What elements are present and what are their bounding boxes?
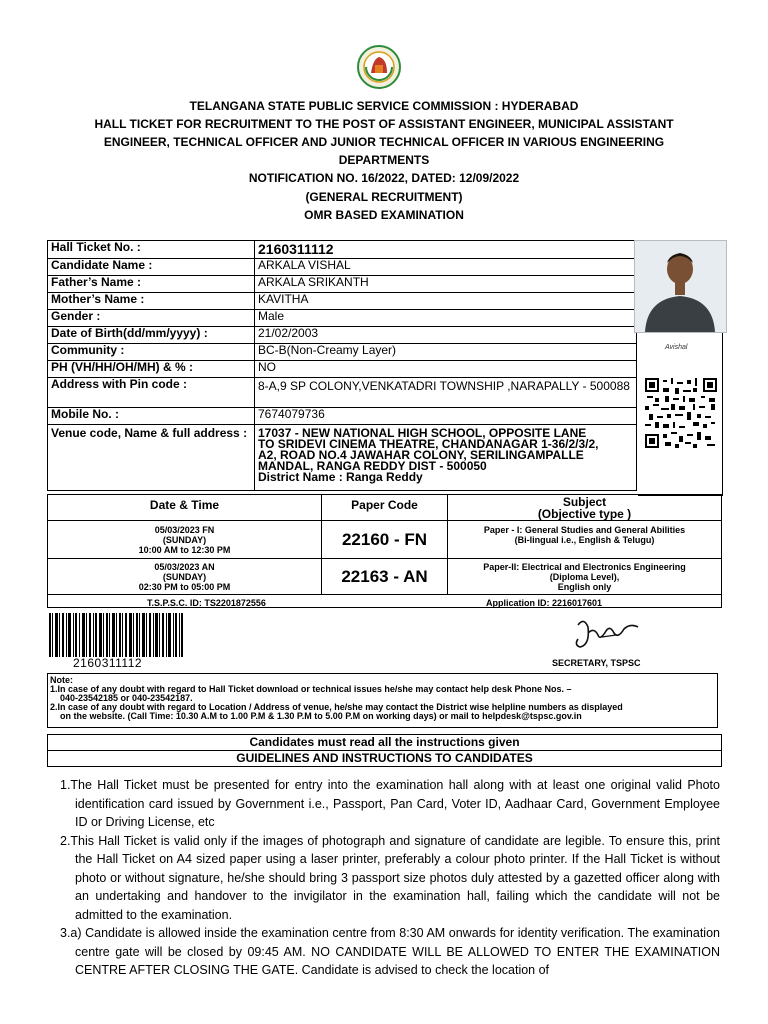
dob-value: 21/02/2003 xyxy=(255,327,637,344)
district-name: District Name : Ranga Reddy xyxy=(258,470,423,484)
subject-header-line: Subject xyxy=(562,494,607,509)
guideline-item: 1.The Hall Ticket must be presented for entry into the examination hall along with at least one original valid Photo identification card issued by Government i.e., Passport, Pan Card, Voter ID, Aadhaar Card, Government Employee ID or Driving License, etc xyxy=(60,778,720,829)
exam-type: OMR BASED EXAMINATION xyxy=(304,208,464,222)
community-value: BC-B(Non-Creamy Layer) xyxy=(255,344,637,361)
recruitment-type: (GENERAL RECRUITMENT) xyxy=(305,190,463,204)
subject-header-line: (Objective type ) xyxy=(537,506,632,521)
note-title: Note: xyxy=(50,675,73,685)
exam-date: 05/03/2023 FN xyxy=(154,524,215,535)
mobile-label: Mobile No. : xyxy=(48,408,255,425)
venue-address xyxy=(255,425,637,491)
hall-ticket-title-2: ENGINEER, TECHNICAL OFFICER AND JUNIOR TECHNICAL OFFICER IN VARIOUS ENGINEERING xyxy=(103,135,665,149)
tspsc-id: T.S.P.S.C. ID: TS2201872556 xyxy=(147,598,266,608)
dob-label: Date of Birth(dd/mm/yyyy) : xyxy=(48,327,255,344)
exam-day: (SUNDAY) xyxy=(162,534,207,545)
note-line: 040-23542185 or 040-23542187. xyxy=(60,693,193,703)
exam-schedule-table xyxy=(47,494,722,608)
tspsc-logo xyxy=(357,45,401,89)
note-box xyxy=(47,673,718,728)
secretary-signature xyxy=(572,615,642,651)
candidate-info-table xyxy=(47,240,637,491)
address-value: 8-A,9 SP COLONY,VENKATADRI TOWNSHIP ,NARAPALLY - 500088 xyxy=(255,378,637,408)
candidate-signature: Avishal xyxy=(665,344,688,351)
application-id: Application ID: 2216017601 xyxy=(486,598,603,608)
paper-code: 22163 - AN xyxy=(322,559,448,595)
instructions-header-box xyxy=(47,734,722,767)
guidelines-list xyxy=(60,776,720,980)
gender-value: Male xyxy=(255,310,637,327)
venue-line: A2, ROAD NO.4 JAWAHAR COLONY, SERILINGAMPALLE xyxy=(258,448,584,462)
father-label: Father’s Name : xyxy=(48,276,255,293)
guideline-item: 2.This Hall Ticket is valid only if the images of photograph and signature of candidate are legible. To ensure this, print the Hall Ticket on A4 sized paper using a laser printer, preferably a colour photo printer. If the Hall Ticket is without photo or without signature, he/she should bring 3 passport size photos duly attested by a gazetted officer along with an undertaking and handover to the invigilator in the examination hall, failing which the candidate will not be admitted to the examination. xyxy=(60,833,720,922)
gender-label: Gender : xyxy=(48,310,255,327)
hall-ticket-number: 2160311112 xyxy=(255,241,637,259)
guidelines-title: GUIDELINES AND INSTRUCTIONS TO CANDIDATES xyxy=(48,750,721,766)
exam-day: (SUNDAY) xyxy=(162,571,207,582)
subject-header xyxy=(448,495,722,521)
address-label: Address with Pin code : xyxy=(48,378,255,408)
notification-number: NOTIFICATION NO. 16/2022, DATED: 12/09/2022 xyxy=(248,171,520,185)
father-name: ARKALA SRIKANTH xyxy=(255,276,637,293)
candidate-name: ARKALA VISHAL xyxy=(255,259,637,276)
community-label: Community : xyxy=(48,344,255,361)
exam-date: 05/03/2023 AN xyxy=(154,561,215,572)
exam-datetime xyxy=(48,521,322,559)
hall-ticket-title-3: DEPARTMENTS xyxy=(338,153,430,167)
exam-datetime xyxy=(48,559,322,595)
ph-label: PH (VH/HH/OH/MH) & % : xyxy=(48,361,255,378)
must-read-notice: Candidates must read all the instructions given xyxy=(249,735,520,749)
hall-ticket-title-1: HALL TICKET FOR RECRUITMENT TO THE POST OF ASSISTANT ENGINEER, MUNICIPAL ASSISTANT xyxy=(94,117,674,131)
subject-line: (Bi-lingual i.e., English & Telugu) xyxy=(514,535,655,545)
paper-code-header: Paper Code xyxy=(322,495,448,521)
note-line: on the website. (Call Time: 10.30 A.M to 1.00 P.M & 1.30 P.M to 5.00 P.M on working days) or mail to helpdesk@tspsc.gov.in xyxy=(60,711,582,721)
exam-subject xyxy=(448,559,722,595)
ph-value: NO xyxy=(255,361,637,378)
subject-line: English only xyxy=(557,581,612,592)
barcode xyxy=(49,613,183,657)
guideline-item: 3.a) Candidate is allowed inside the examination centre from 8:30 AM onwards for identity verification. The examination centre gate will be closed by 09:45 AM. NO CANDIDATE WILL BE ALLOWED TO ENTER THE EXAMINATION CENTRE AFTER CLOSING THE GATE. Candidate is advised to check the location of xyxy=(60,926,720,977)
venue-line: TO SRIDEVI CINEMA THEATRE, CHANDANAGAR 1-36/2/3/2, xyxy=(258,437,599,451)
candidate-photo xyxy=(634,240,727,333)
commission-title: TELANGANA STATE PUBLIC SERVICE COMMISSION : HYDERABAD xyxy=(189,99,579,113)
exam-subject xyxy=(448,521,722,559)
barcode-number: 2160311112 xyxy=(73,656,143,670)
subject-line: Paper - I: General Studies and General Abilities xyxy=(483,525,686,535)
subject-line: (Diploma Level), xyxy=(549,571,620,582)
mother-name: KAVITHA xyxy=(255,293,637,310)
qr-code xyxy=(645,378,717,448)
paper-code: 22160 - FN xyxy=(322,521,448,559)
hall-ticket-label: Hall Ticket No. : xyxy=(48,241,255,259)
exam-time: 10:00 AM to 12:30 PM xyxy=(138,544,231,555)
date-time-header: Date & Time xyxy=(48,495,322,521)
exam-time: 02:30 PM to 05:00 PM xyxy=(138,581,231,592)
secretary-title: SECRETARY, TSPSC xyxy=(552,658,641,668)
subject-line: Paper-II: Electrical and Electronics Engineering xyxy=(483,561,686,572)
mobile-value: 7674079736 xyxy=(255,408,637,425)
venue-label: Venue code, Name & full address : xyxy=(48,425,255,491)
name-label: Candidate Name : xyxy=(48,259,255,276)
mother-label: Mother’s Name : xyxy=(48,293,255,310)
venue-line: 17037 - NEW NATIONAL HIGH SCHOOL, OPPOSITE LANE xyxy=(258,426,587,440)
venue-line: MANDAL, RANGA REDDY DIST - 500050 xyxy=(258,459,487,473)
note-line: 1.In case of any doubt with regard to Hall Ticket download or technical issues he/she may contact help desk Phone Nos. – xyxy=(50,684,572,694)
note-line: 2.In case of any doubt with regard to Location / Address of venue, he/she may contact the District wise helpline numbers as displayed xyxy=(50,702,623,712)
